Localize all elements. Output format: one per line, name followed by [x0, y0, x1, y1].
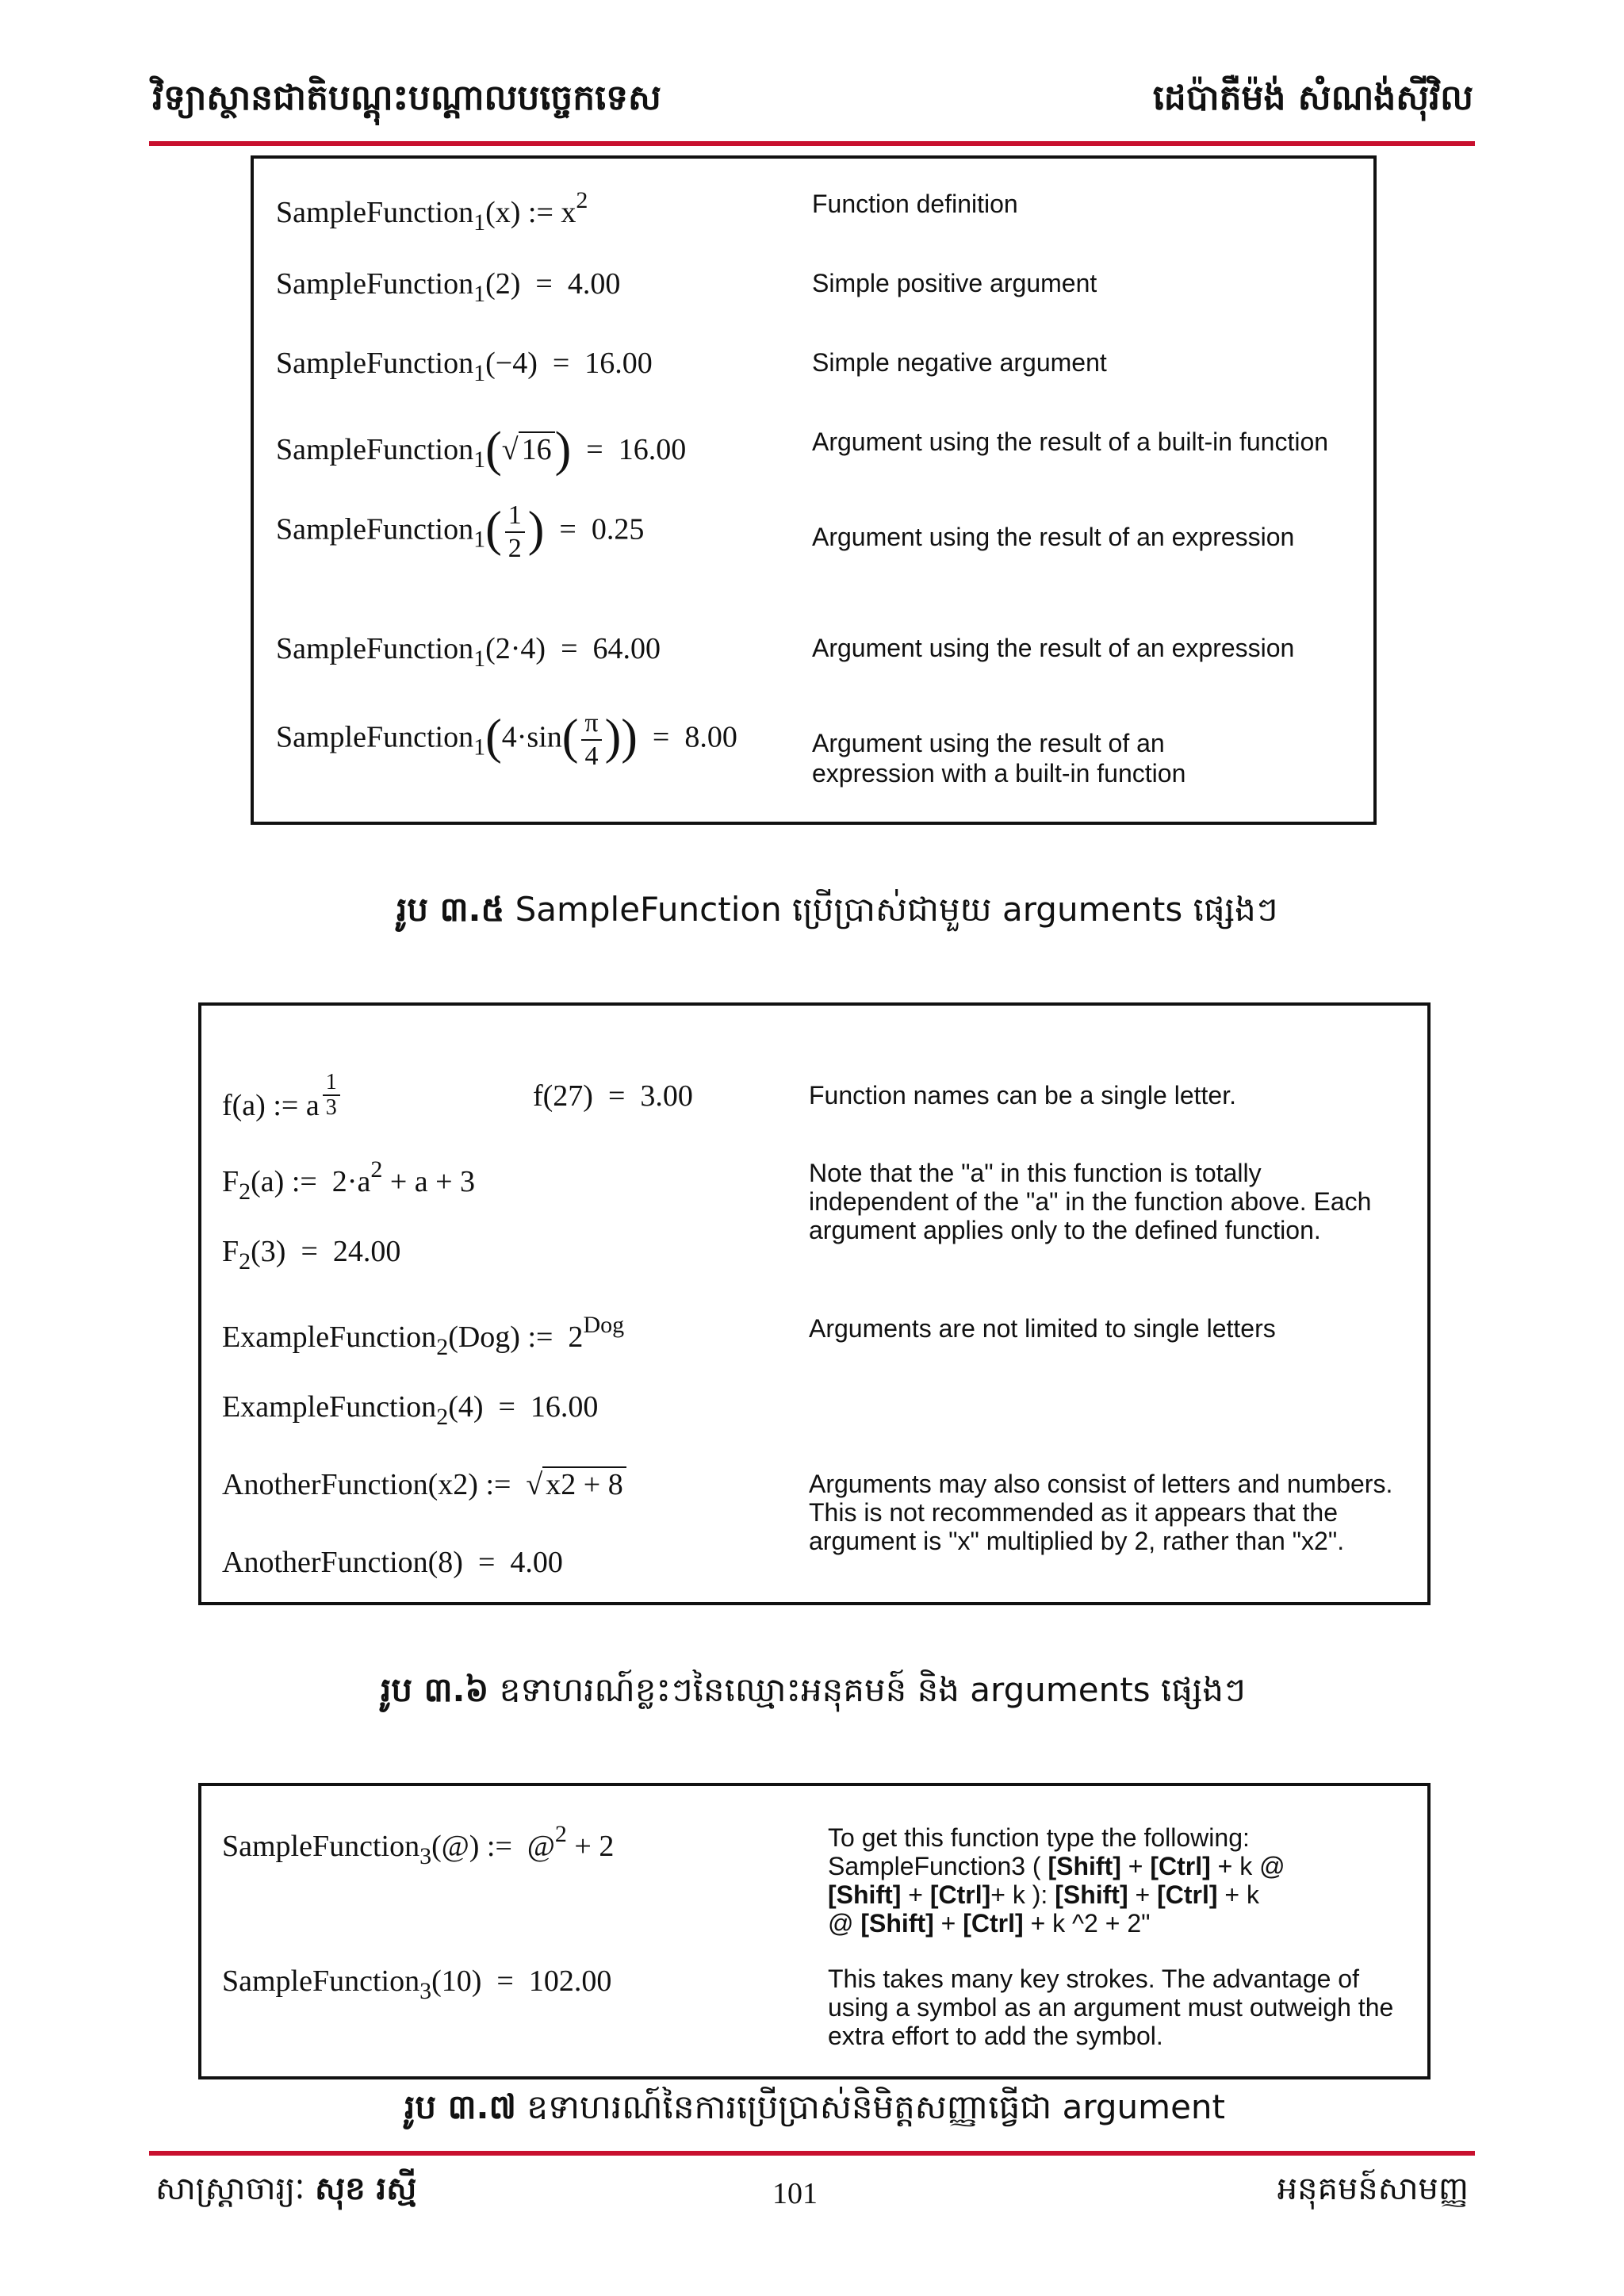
- note-builtin: Argument using the result of a built-in function: [812, 427, 1329, 456]
- math-f2-eval: $F_2(3) = 24.00$: [222, 1235, 401, 1274]
- header-department: ដេប៉ាតឺម៉ង់ សំណង់ស៊ីវិល: [1152, 78, 1473, 118]
- note-keystrokes-1: SampleFunction3 ( [Shift] + [Ctrl] + k @: [828, 1852, 1285, 1880]
- author-name: សុខ រស្មី: [315, 2171, 417, 2207]
- note-letters-numbers-1: Arguments may also consist of letters and numbers.: [809, 1470, 1393, 1498]
- footer-rule: [149, 2151, 1475, 2156]
- author-label: សាស្ត្រាចារ្យៈ: [155, 2171, 305, 2207]
- math-definition: SampleFunction$_1$(x) := $x^2$: [276, 187, 588, 236]
- footer-author: [155, 2168, 416, 2215]
- math-symbol-def: SampleFunction$_3$(@) := @$^2$ + 2: [222, 1821, 615, 1869]
- math-another-def: AnotherFunction(x2) := √ x2 + 8: [222, 1467, 626, 1502]
- header-institute: វិទ្យាស្ថានជាតិបណ្ដុះបណ្ដាលបច្ចេកទេស: [152, 78, 661, 118]
- footer-chapter: អនុគមន៍សាមញ្ញ: [1277, 2171, 1469, 2207]
- note-advantage-2: using a symbol as an argument must outweigh the: [828, 1993, 1394, 2022]
- note-advantage-3: extra effort to add the symbol.: [828, 2022, 1163, 2050]
- caption-figure-3-7: [404, 2086, 1225, 2135]
- caption-label: រូប ៣.៧: [404, 2087, 516, 2126]
- note-independent-1: Note that the "a" in this function is totally: [809, 1159, 1262, 1187]
- math-f2-def: $F_2(a)$ := $2\cdot a^2 + a + 3$: [222, 1156, 476, 1205]
- note-letters-numbers-3: argument is "x" multiplied by 2, rather than "x2".: [809, 1527, 1345, 1555]
- note-independent-3: argument applies only to the defined function.: [809, 1216, 1321, 1244]
- math-eval-sqrt: SampleFunction$_1$(√ 16) = 16.00: [276, 423, 687, 477]
- caption-text: ឧទាហរណ៍នៃការប្រើប្រាស់និមិត្តសញ្ញាធ្វើជា argument: [527, 2087, 1226, 2126]
- math-f-eval: f(27) = 3.00: [533, 1079, 693, 1113]
- note-advantage-1: This takes many key strokes. The advantage of: [828, 1964, 1359, 1993]
- note-expression-1: Argument using the result of an expression: [812, 523, 1295, 551]
- math-example-eval: ExampleFunction$_2$(4) = 16.00: [222, 1390, 599, 1430]
- note-keystrokes-2: [Shift] + [Ctrl]+ k ): [Shift] + [Ctrl] + k: [828, 1880, 1259, 1909]
- note-expression-2: Argument using the result of an expression: [812, 634, 1295, 662]
- note-letters-numbers-2: This is not recommended as it appears that the: [809, 1498, 1339, 1527]
- math-another-eval: AnotherFunction(8) = 4.00: [222, 1546, 563, 1579]
- note-not-limited: Arguments are not limited to single letters: [809, 1314, 1276, 1343]
- caption-text: ឧទាហរណ៍ខ្លះៗនៃឈ្មោះអនុគមន៍ និង arguments ផ្សេងៗ: [499, 1670, 1246, 1709]
- math-example-def: ExampleFunction$_2$(Dog) := $2^{Dog}$: [222, 1312, 625, 1360]
- note-independent-2: independent of the "a" in the function above. Each: [809, 1187, 1372, 1216]
- note-expression-builtin-1: Argument using the result of an: [812, 729, 1165, 757]
- header-rule: [149, 141, 1475, 146]
- math-eval-positive: SampleFunction$_1$(2) = 4.00: [276, 267, 621, 307]
- math-f-def: f(a) := a $^{\frac{1}{3}}$: [222, 1071, 343, 1123]
- caption-figure-3-5: [396, 888, 1277, 937]
- math-eval-fraction: SampleFunction$_1$( $\frac{1}{2}$ ) = 0.25: [276, 500, 645, 563]
- math-eval-sin: SampleFunction$_1$(4·sin( $\frac{\pi}{4}$ )) = 8.00: [276, 708, 737, 771]
- math-eval-product: SampleFunction$_1$(2·4) = 64.00: [276, 632, 661, 672]
- caption-text: SampleFunction ប្រើប្រាស់ជាមួយ arguments ផ្សេងៗ: [515, 890, 1278, 929]
- note-keystrokes-3: @ [Shift] + [Ctrl] + k ^2 + 2": [828, 1909, 1151, 1938]
- note-negative: Simple negative argument: [812, 348, 1107, 377]
- math-eval-negative: SampleFunction$_1$(−4) = 16.00: [276, 347, 653, 386]
- caption-label: រូប ៣.៥: [396, 890, 505, 929]
- note-expression-builtin-2: expression with a built-in function: [812, 759, 1186, 788]
- note-single-letter: Function names can be a single letter.: [809, 1081, 1236, 1110]
- note-type-following: To get this function type the following:: [828, 1823, 1250, 1852]
- note-definition: Function definition: [812, 190, 1018, 218]
- caption-label: រូប ៣.៦: [381, 1670, 489, 1709]
- caption-figure-3-6: [381, 1669, 1246, 1718]
- page-number: 101: [772, 2177, 818, 2210]
- note-positive: Simple positive argument: [812, 269, 1097, 297]
- math-symbol-eval: SampleFunction$_3$(10) = 102.00: [222, 1964, 612, 2004]
